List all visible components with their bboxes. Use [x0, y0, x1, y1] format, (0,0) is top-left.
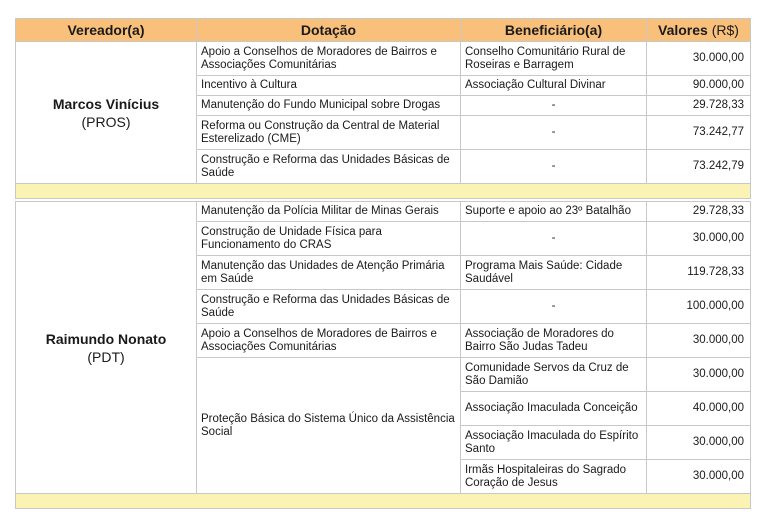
beneficiario-cell: Associação Imaculada do Espírito Santo [461, 426, 647, 460]
valor-cell: 73.242,77 [647, 116, 751, 150]
valor-cell: 73.242,79 [647, 150, 751, 184]
beneficiario-cell: Conselho Comunitário Rural de Roseiras e Barragem [461, 42, 647, 76]
beneficiario-cell: Programa Mais Saúde: Cidade Saudável [461, 256, 647, 290]
valor-cell: 30.000,00 [647, 42, 751, 76]
beneficiario-cell: - [461, 222, 647, 256]
separator-cell [16, 494, 751, 509]
table-row [16, 202, 751, 222]
vereador-cell [16, 202, 197, 494]
beneficiario-cell: - [461, 150, 647, 184]
valor-cell: 30.000,00 [647, 222, 751, 256]
vereador-party: (PROS) [81, 113, 131, 130]
dotacao-cell: Manutenção do Fundo Municipal sobre Drogas [197, 96, 461, 116]
valor-cell: 30.000,00 [647, 324, 751, 358]
emendas-table [15, 18, 751, 509]
beneficiario-cell: Associação Imaculada Conceição [461, 392, 647, 426]
table-row [16, 42, 751, 76]
vereador-name: Marcos Vinícius [52, 95, 160, 112]
header-dotacao: Dotação [197, 19, 461, 42]
beneficiario-cell: - [461, 290, 647, 324]
valor-cell: 90.000,00 [647, 76, 751, 96]
header-row [16, 19, 751, 42]
header-valores-label: Valores [658, 22, 708, 38]
beneficiario-cell: Irmãs Hospitaleiras do Sagrado Coração de Jesus [461, 460, 647, 494]
valor-cell: 29.728,33 [647, 202, 751, 222]
dotacao-cell: Reforma ou Construção da Central de Material Esterelizado (CME) [197, 116, 461, 150]
beneficiario-cell: Suporte e apoio ao 23º Batalhão [461, 202, 647, 222]
vereador-cell [16, 42, 197, 184]
dotacao-cell: Construção de Unidade Física para Funcionamento do CRAS [197, 222, 461, 256]
beneficiario-cell: Comunidade Servos da Cruz de São Damião [461, 358, 647, 392]
valor-cell: 30.000,00 [647, 426, 751, 460]
valor-cell: 40.000,00 [647, 392, 751, 426]
header-valores [647, 19, 751, 42]
separator-row [16, 184, 751, 199]
valor-cell: 119.728,33 [647, 256, 751, 290]
dotacao-cell: Construção e Reforma das Unidades Básicas de Saúde [197, 290, 461, 324]
valor-cell: 100.000,00 [647, 290, 751, 324]
dotacao-cell: Apoio a Conselhos de Moradores de Bairros e Associações Comunitárias [197, 324, 461, 358]
vereador-name: Raimundo Nonato [45, 330, 167, 347]
valor-cell: 30.000,00 [647, 358, 751, 392]
valor-cell: 30.000,00 [647, 460, 751, 494]
dotacao-cell: Proteção Básica do Sistema Único da Assistência Social [197, 358, 461, 494]
dotacao-cell: Construção e Reforma das Unidades Básicas de Saúde [197, 150, 461, 184]
beneficiario-cell: Associação Cultural Divinar [461, 76, 647, 96]
header-vereador: Vereador(a) [16, 19, 197, 42]
header-beneficiario: Beneficiário(a) [461, 19, 647, 42]
valor-cell: 29.728,33 [647, 96, 751, 116]
separator-row [16, 494, 751, 509]
separator-cell [16, 184, 751, 199]
beneficiario-cell: - [461, 96, 647, 116]
dotacao-cell: Manutenção da Polícia Militar de Minas Gerais [197, 202, 461, 222]
beneficiario-cell: Associação de Moradores do Bairro São Judas Tadeu [461, 324, 647, 358]
vereador-party: (PDT) [87, 348, 125, 365]
dotacao-cell: Apoio a Conselhos de Moradores de Bairros e Associações Comunitárias [197, 42, 461, 76]
beneficiario-cell: - [461, 116, 647, 150]
header-valores-unit: (R$) [711, 22, 739, 38]
dotacao-cell: Incentivo à Cultura [197, 76, 461, 96]
dotacao-cell: Manutenção das Unidades de Atenção Primária em Saúde [197, 256, 461, 290]
